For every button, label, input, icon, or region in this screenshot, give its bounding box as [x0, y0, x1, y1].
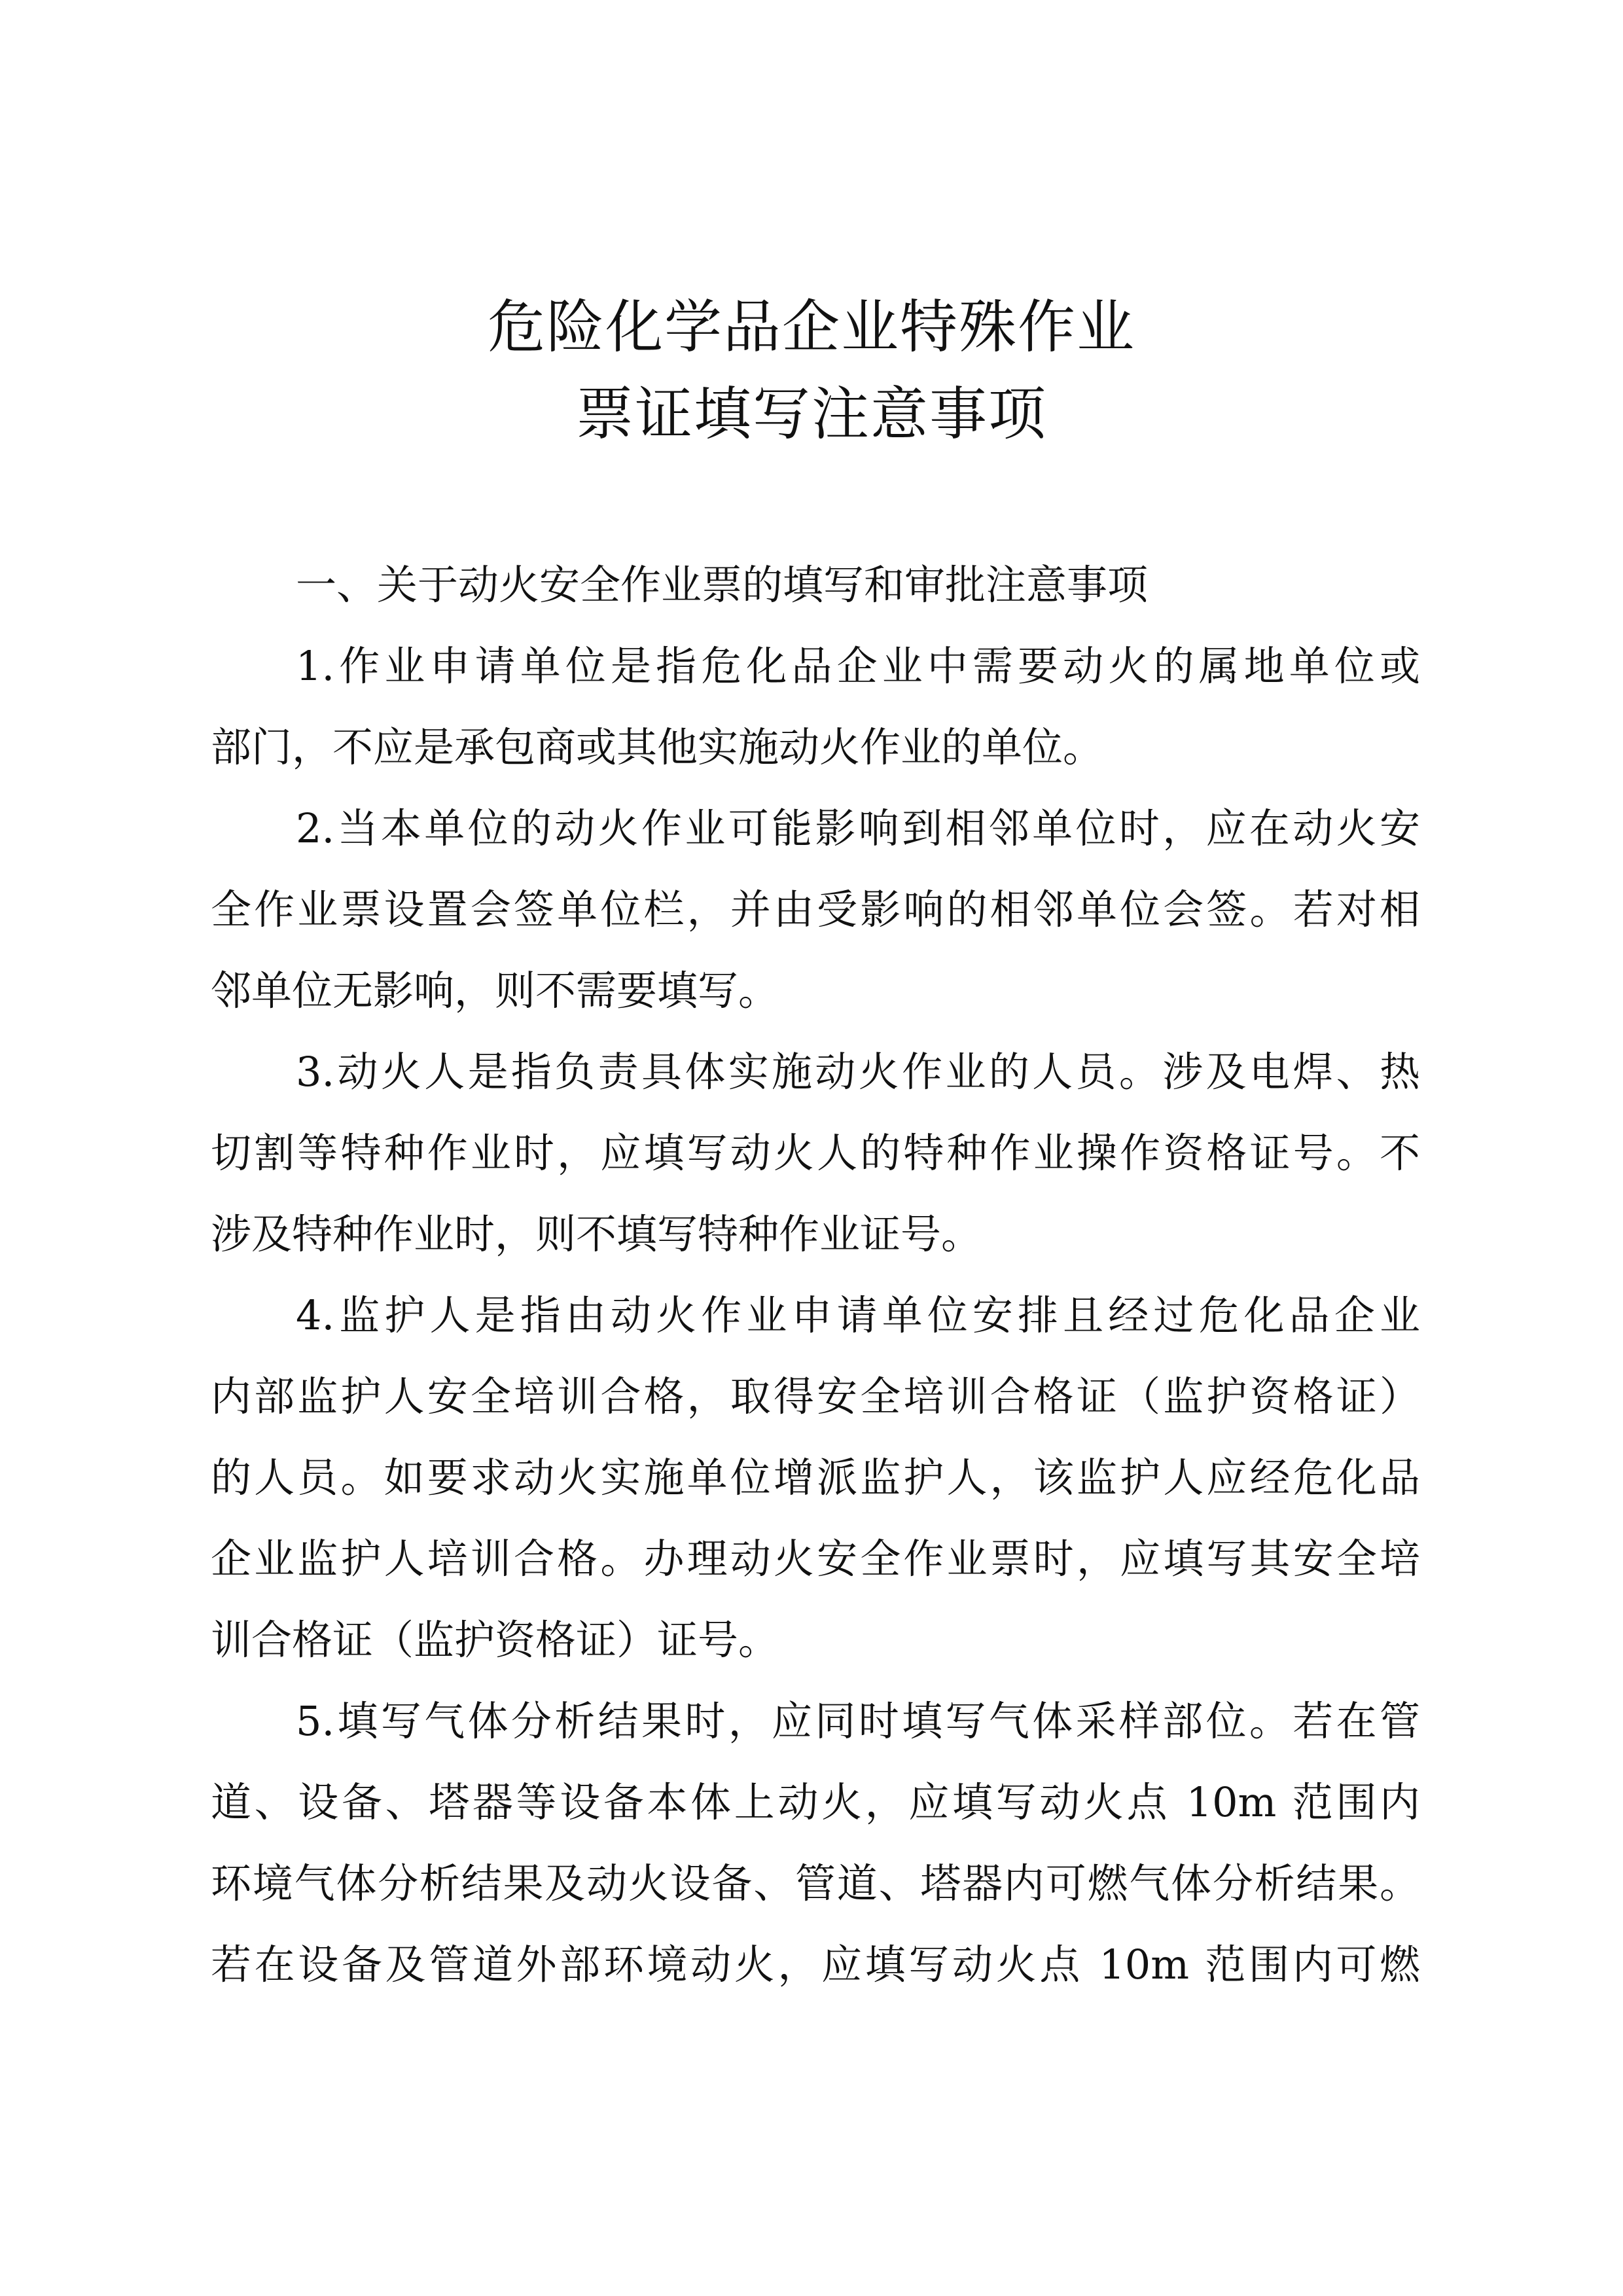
paragraph-line: 训合格证（监护资格证）证号。 — [211, 1616, 779, 1664]
paragraph-line: 4.监护人是指由动火作业申请单位安排且经过危化品企业 — [296, 1291, 1420, 1339]
paragraph-line: 内部监护人安全培训合格，取得安全培训合格证（监护资格证） — [211, 1372, 1420, 1420]
paragraph-5 — [211, 1681, 1420, 2005]
document-body — [211, 545, 1420, 2005]
paragraph-line: 环境气体分析结果及动火设备、管道、塔器内可燃气体分析结果。 — [211, 1859, 1420, 1907]
section-heading: 一、关于动火安全作业票的填写和审批注意事项 — [296, 561, 1149, 609]
paragraph-line: 全作业票设置会签单位栏，并由受影响的相邻单位会签。若对相 — [211, 886, 1420, 933]
paragraph-line: 涉及特种作业时，则不填写特种作业证号。 — [211, 1210, 982, 1258]
paragraph-line: 的人员。如要求动火实施单位增派监护人，该监护人应经危化品 — [211, 1454, 1420, 1501]
paragraph-line: 3.动火人是指负责具体实施动火作业的人员。涉及电焊、热 — [296, 1048, 1420, 1096]
paragraph-line: 部门，不应是承包商或其他实施动火作业的单位。 — [211, 723, 1104, 771]
paragraph-line: 企业监护人培训合格。办理动火安全作业票时，应填写其安全培 — [211, 1535, 1420, 1583]
paragraph-line: 5.填写气体分析结果时，应同时填写气体采样部位。若在管 — [296, 1697, 1420, 1745]
document-title-line-1: 危险化学品企业特殊作业 — [487, 293, 1135, 361]
paragraph-line: 邻单位无影响，则不需要填写。 — [211, 967, 779, 1014]
paragraph-line: 2.当本单位的动火作业可能影响到相邻单位时，应在动火安 — [296, 804, 1420, 852]
paragraph-4 — [211, 1275, 1420, 1681]
paragraph-line: 若在设备及管道外部环境动火，应填写动火点 10m 范围内可燃 — [211, 1941, 1420, 1988]
paragraph-1 — [211, 626, 1420, 788]
paragraph-line: 切割等特种作业时，应填写动火人的特种作业操作资格证号。不 — [211, 1129, 1420, 1177]
paragraph-2 — [211, 788, 1420, 1031]
document-title-line-2: 票证填写注意事项 — [575, 380, 1047, 448]
paragraph-line: 道、设备、塔器等设备本体上动火，应填写动火点 10m 范围内 — [211, 1778, 1420, 1826]
paragraph-3 — [211, 1031, 1420, 1275]
paragraph-line: 1.作业申请单位是指危化品企业中需要动火的属地单位或 — [296, 642, 1420, 690]
